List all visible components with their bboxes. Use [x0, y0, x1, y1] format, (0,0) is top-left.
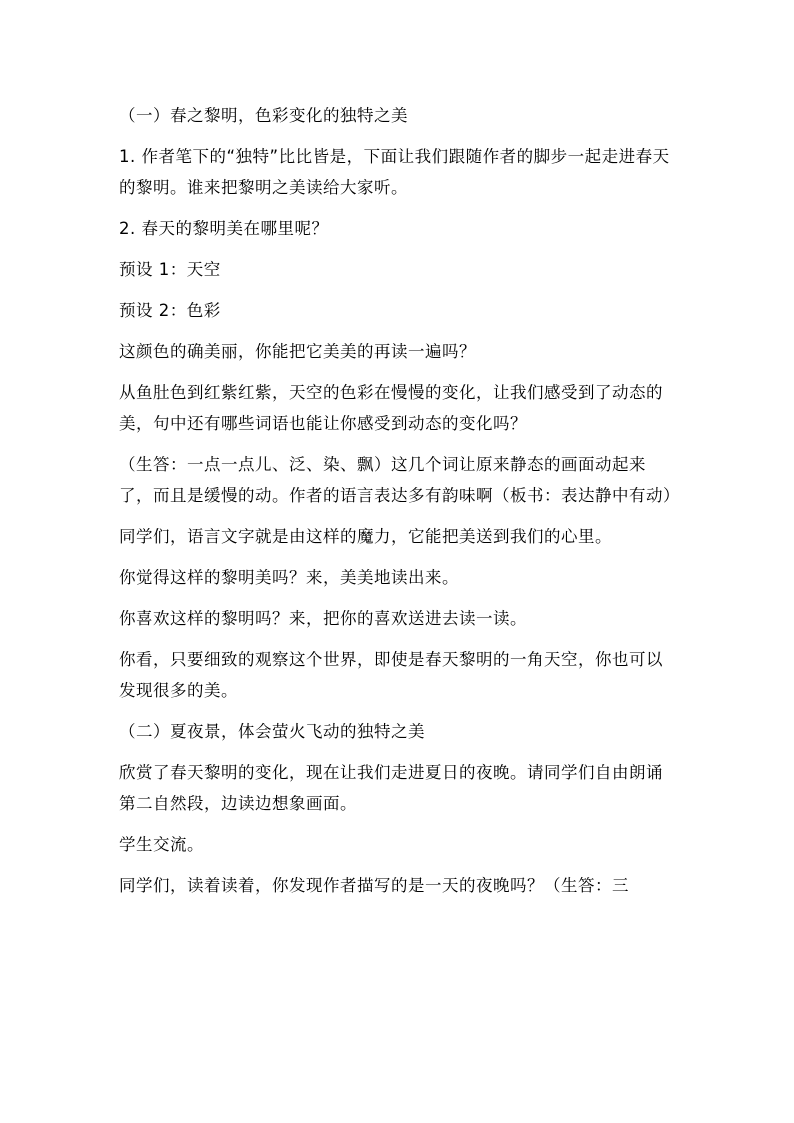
paragraph: 从鱼肚色到红紫红紫，天空的色彩在慢慢的变化，让我们感受到了动态的美，句中还有哪些词语也能让你感受到动态的变化吗？: [119, 383, 663, 433]
section-heading-summer: （二）夏夜景，体会萤火飞动的独特之美: [119, 722, 425, 741]
paragraph: 1. 作者笔下的“独特”比比皆是，下面让我们跟随作者的脚步一起走进春天的黎明。谁来把黎明之美读给大家听。: [119, 147, 670, 197]
section-heading-spring: （一）春之黎明，色彩变化的独特之美: [119, 106, 408, 125]
paragraph: 同学们，读着读着，你发现作者描写的是一天的夜晚吗？（生答：三: [119, 876, 629, 895]
paragraph: 你喜欢这样的黎明吗？来，把你的喜欢送进去读一读。: [119, 609, 527, 628]
paragraph: 你看，只要细致的观察这个世界，即使是春天黎明的一角天空，你也可以发现很多的美。: [119, 650, 663, 700]
paragraph: 你觉得这样的黎明美吗？来，美美地读出来。: [119, 568, 459, 587]
paragraph: 这颜色的确美丽，你能把它美美的再读一遍吗？: [119, 342, 476, 361]
paragraph: （生答：一点一点儿、泛、染、飘）这几个词让原来静态的画面动起来了，而且是缓慢的动。作者的语言表达多有韵味啊（板书：表达静中有动）: [119, 455, 680, 505]
paragraph: 预设 2：色彩: [119, 301, 221, 320]
paragraph: 欣赏了春天黎明的变化，现在让我们走进夏日的夜晚。请同学们自由朗诵第二自然段，边读边想象画面。: [119, 763, 663, 813]
paragraph: 2. 春天的黎明美在哪里呢？: [119, 219, 329, 238]
document-body: [119, 100, 679, 911]
paragraph: 同学们，语言文字就是由这样的魔力，它能把美送到我们的心里。: [119, 527, 612, 546]
paragraph: 预设 1：天空: [119, 260, 221, 279]
paragraph: 学生交流。: [119, 835, 204, 854]
